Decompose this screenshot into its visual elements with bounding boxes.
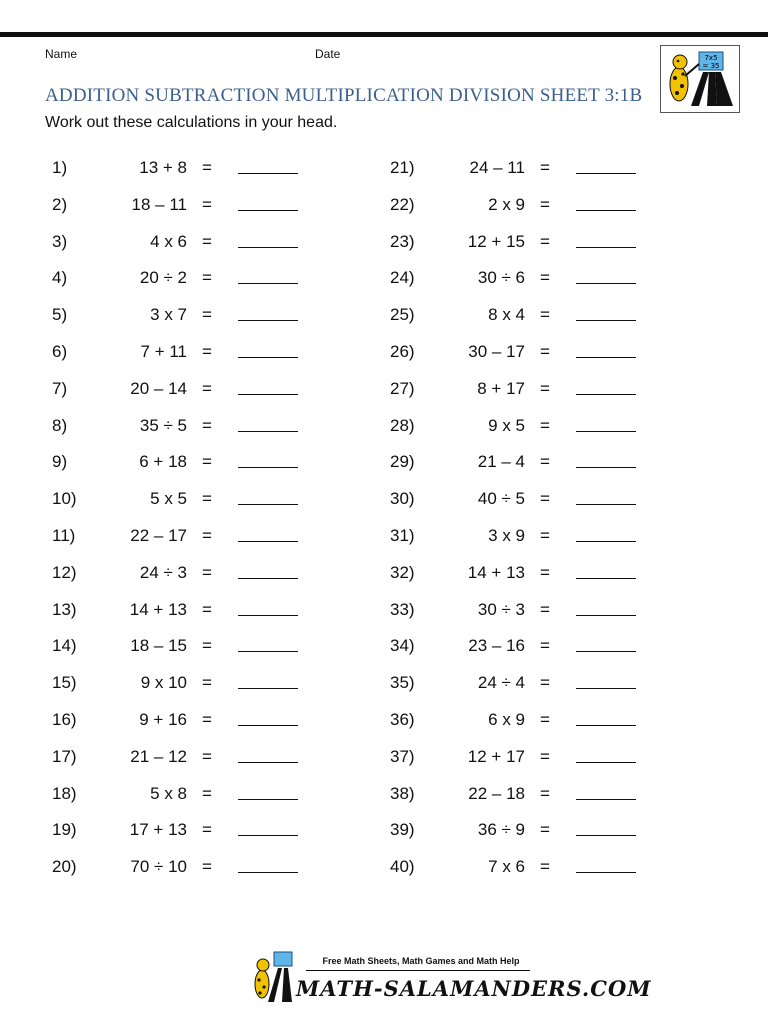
answer-blank[interactable]: [576, 799, 636, 800]
problem-number: 27): [390, 378, 415, 398]
equals-sign: =: [540, 783, 550, 803]
problem-expression: 9 + 16: [139, 710, 187, 729]
problem-row: [52, 524, 312, 548]
answer-blank[interactable]: [576, 431, 636, 432]
equals-sign: =: [202, 783, 212, 803]
name-label: Name: [45, 47, 78, 61]
problem-expression: 40 ÷ 5: [477, 489, 525, 509]
problem-number: 2): [52, 194, 68, 214]
problem-row: [390, 818, 650, 842]
problem-row: [390, 671, 650, 695]
problem-number: 3): [52, 231, 68, 251]
problem-expression: 24 – 11: [469, 158, 525, 177]
problem-number: 9): [52, 452, 68, 472]
equals-sign: =: [540, 452, 550, 472]
problem-row: [390, 230, 650, 254]
problem-row: [390, 450, 650, 474]
problem-number: 31): [390, 526, 415, 545]
equals-sign: =: [202, 305, 212, 325]
equals-sign: =: [202, 415, 212, 435]
answer-blank[interactable]: [576, 688, 636, 689]
problem-row: [390, 414, 650, 438]
problem-number: 15): [52, 673, 77, 693]
board-text-bottom: = 35: [702, 62, 720, 70]
answer-blank[interactable]: [576, 578, 636, 579]
problem-row: [52, 598, 312, 622]
answer-blank[interactable]: [238, 394, 298, 395]
instructions: Work out these calculations in your head.: [45, 114, 338, 131]
problem-number: 23): [390, 231, 415, 251]
problem-number: 7): [52, 378, 68, 398]
problem-row: [390, 266, 650, 290]
problem-row: [390, 561, 650, 585]
problem-row: [52, 671, 312, 695]
problem-row: [52, 745, 312, 769]
equals-sign: =: [540, 158, 550, 177]
problem-number: 4): [52, 268, 68, 288]
problem-number: 14): [52, 636, 77, 656]
answer-blank[interactable]: [576, 835, 636, 836]
problem-expression: 30 ÷ 3: [477, 599, 525, 619]
equals-sign: =: [540, 746, 550, 766]
equals-sign: =: [202, 452, 212, 472]
problem-number: 32): [390, 562, 415, 582]
problem-row: [52, 782, 312, 806]
problem-row: [52, 377, 312, 401]
problem-number: 29): [390, 452, 415, 472]
equals-sign: =: [540, 268, 550, 288]
equals-sign: =: [202, 342, 212, 361]
problem-row: [52, 156, 312, 180]
problem-expression: 14 + 13: [467, 562, 525, 582]
answer-blank[interactable]: [238, 247, 298, 248]
answer-blank[interactable]: [238, 173, 298, 174]
problem-row: [52, 634, 312, 658]
problem-row: [390, 377, 650, 401]
answer-blank[interactable]: [576, 762, 636, 763]
problem-number: 6): [52, 342, 68, 361]
problem-expression: 4 x 6: [150, 231, 187, 251]
answer-blank[interactable]: [576, 651, 636, 652]
footer-site-name: MATH-SALAMANDERS.COM: [296, 976, 652, 1001]
problem-expression: 20 ÷ 2: [139, 268, 187, 288]
problem-expression: 30 – 17: [468, 342, 525, 361]
problem-number: 22): [390, 194, 415, 214]
problem-number: 8): [52, 415, 68, 435]
equals-sign: =: [202, 378, 212, 398]
problem-expression: 18 – 11: [131, 194, 187, 214]
problem-row: [390, 524, 650, 548]
equals-sign: =: [202, 857, 212, 877]
equals-sign: =: [540, 636, 550, 656]
answer-blank[interactable]: [576, 467, 636, 468]
page-title: ADDITION SUBTRACTION MULTIPLICATION DIVISION SHEET 3:1B: [45, 85, 643, 106]
answer-blank[interactable]: [576, 541, 636, 542]
equals-sign: =: [202, 231, 212, 251]
problem-number: 16): [52, 710, 77, 729]
problem-row: [390, 782, 650, 806]
problem-row: [390, 156, 650, 180]
answer-blank[interactable]: [238, 210, 298, 211]
problem-expression: 9 x 5: [488, 415, 525, 435]
problem-row: [390, 745, 650, 769]
equals-sign: =: [540, 305, 550, 325]
equals-sign: =: [202, 820, 212, 840]
problem-expression: 7 + 11: [140, 342, 187, 361]
problem-number: 12): [52, 562, 77, 582]
problem-expression: 12 + 17: [467, 746, 525, 766]
problem-expression: 7 x 6: [488, 857, 525, 877]
equals-sign: =: [202, 599, 212, 619]
problem-expression: 3 x 9: [488, 526, 525, 545]
problem-expression: 18 – 15: [130, 636, 187, 656]
answer-blank[interactable]: [238, 578, 298, 579]
problem-row: [52, 708, 312, 732]
equals-sign: =: [540, 489, 550, 509]
answer-blank[interactable]: [238, 615, 298, 616]
equals-sign: =: [540, 599, 550, 619]
equals-sign: =: [540, 342, 550, 361]
problem-expression: 6 + 18: [139, 452, 187, 472]
answer-blank[interactable]: [238, 651, 298, 652]
problem-expression: 70 ÷ 10: [130, 857, 187, 877]
problem-number: 24): [390, 268, 415, 288]
problem-row: [52, 818, 312, 842]
problem-expression: 17 + 13: [129, 820, 187, 840]
problem-number: 19): [52, 820, 77, 840]
equals-sign: =: [540, 673, 550, 693]
equals-sign: =: [540, 857, 550, 877]
problem-row: [52, 230, 312, 254]
problem-expression: 12 + 15: [467, 231, 525, 251]
problem-row: [390, 634, 650, 658]
answer-blank[interactable]: [238, 504, 298, 505]
problem-row: [52, 414, 312, 438]
problem-row: [52, 561, 312, 585]
equals-sign: =: [540, 562, 550, 582]
problem-row: [52, 303, 312, 327]
problem-row: [390, 487, 650, 511]
equals-sign: =: [540, 415, 550, 435]
problem-row: [52, 340, 312, 364]
answer-blank[interactable]: [576, 725, 636, 726]
footer-divider: [306, 970, 530, 971]
answer-blank[interactable]: [238, 467, 298, 468]
problem-expression: 13 + 8: [139, 158, 187, 177]
equals-sign: =: [202, 489, 212, 509]
equals-sign: =: [202, 562, 212, 582]
answer-blank[interactable]: [238, 835, 298, 836]
problem-number: 5): [52, 305, 68, 325]
answer-blank[interactable]: [238, 688, 298, 689]
problem-expression: 22 – 18: [468, 783, 525, 803]
problem-expression: 20 – 14: [130, 378, 187, 398]
problem-number: 36): [390, 710, 415, 729]
problem-expression: 22 – 17: [130, 526, 187, 545]
equals-sign: =: [540, 526, 550, 545]
problem-row: [52, 193, 312, 217]
equals-sign: =: [540, 378, 550, 398]
answer-blank[interactable]: [576, 320, 636, 321]
problem-number: 28): [390, 415, 415, 435]
problem-number: 17): [52, 746, 77, 766]
equals-sign: =: [202, 746, 212, 766]
problem-number: 11): [52, 526, 76, 545]
problem-expression: 8 + 17: [477, 378, 525, 398]
problem-number: 26): [390, 342, 415, 361]
problem-expression: 3 x 7: [150, 305, 187, 325]
problem-number: 33): [390, 599, 415, 619]
problem-expression: 8 x 4: [488, 305, 525, 325]
problem-number: 10): [52, 489, 77, 509]
equals-sign: =: [202, 636, 212, 656]
equals-sign: =: [202, 194, 212, 214]
problem-expression: 35 ÷ 5: [139, 415, 187, 435]
problem-number: 35): [390, 673, 415, 693]
problem-row: [390, 708, 650, 732]
problem-number: 21): [390, 158, 415, 177]
footer-logo: [248, 950, 296, 1004]
equals-sign: =: [540, 194, 550, 214]
problem-expression: 9 x 10: [140, 673, 187, 693]
answer-blank[interactable]: [238, 799, 298, 800]
footer-tagline: Free Math Sheets, Math Games and Math Help: [322, 956, 520, 966]
problem-expression: 21 – 4: [477, 452, 525, 472]
problem-number: 39): [390, 820, 415, 840]
problem-expression: 30 ÷ 6: [477, 268, 525, 288]
equals-sign: =: [540, 231, 550, 251]
answer-blank[interactable]: [238, 725, 298, 726]
problem-row: [52, 487, 312, 511]
answer-blank[interactable]: [576, 283, 636, 284]
board-text-top: 7x5: [704, 54, 718, 62]
problem-row: [390, 303, 650, 327]
problem-expression: 5 x 8: [150, 783, 187, 803]
equals-sign: =: [540, 820, 550, 840]
equals-sign: =: [202, 673, 212, 693]
answer-blank[interactable]: [576, 394, 636, 395]
problem-number: 30): [390, 489, 415, 509]
equals-sign: =: [202, 158, 212, 177]
answer-blank[interactable]: [238, 541, 298, 542]
equals-sign: =: [202, 526, 212, 545]
problem-expression: 24 ÷ 4: [477, 673, 525, 693]
answer-blank[interactable]: [576, 357, 636, 358]
answer-blank[interactable]: [576, 247, 636, 248]
answer-blank[interactable]: [576, 615, 636, 616]
problem-number: 40): [390, 857, 415, 877]
answer-blank[interactable]: [576, 504, 636, 505]
problem-expression: 2 x 9: [488, 194, 525, 214]
answer-blank[interactable]: [238, 357, 298, 358]
problem-row: [52, 855, 312, 879]
problem-row: [52, 266, 312, 290]
problem-expression: 14 + 13: [129, 599, 187, 619]
equals-sign: =: [202, 268, 212, 288]
problem-row: [390, 193, 650, 217]
problem-expression: 6 x 9: [488, 710, 525, 729]
problem-number: 1): [52, 158, 68, 177]
answer-blank[interactable]: [238, 320, 298, 321]
problem-expression: 24 ÷ 3: [139, 562, 187, 582]
problem-row: [390, 598, 650, 622]
answer-blank[interactable]: [576, 872, 636, 873]
problem-expression: 21 – 12: [130, 746, 187, 766]
equals-sign: =: [540, 710, 550, 729]
problem-expression: 23 – 16: [468, 636, 525, 656]
problem-number: 13): [52, 599, 77, 619]
problem-expression: 5 x 5: [150, 489, 187, 509]
answer-blank[interactable]: [238, 431, 298, 432]
answer-blank[interactable]: [238, 872, 298, 873]
answer-blank[interactable]: [238, 762, 298, 763]
date-label: Date: [315, 47, 341, 61]
salamander-easel-icon: [248, 950, 296, 1004]
problem-row: [52, 450, 312, 474]
problem-number: 38): [390, 783, 415, 803]
problem-row: [390, 340, 650, 364]
problem-number: 20): [52, 857, 77, 877]
problem-number: 25): [390, 305, 415, 325]
equals-sign: =: [202, 710, 212, 729]
problem-row: [390, 855, 650, 879]
problem-expression: 36 ÷ 9: [477, 820, 525, 840]
problem-number: 18): [52, 783, 77, 803]
problem-number: 34): [390, 636, 415, 656]
answer-blank[interactable]: [576, 173, 636, 174]
answer-blank[interactable]: [238, 283, 298, 284]
problem-number: 37): [390, 746, 415, 766]
answer-blank[interactable]: [576, 210, 636, 211]
